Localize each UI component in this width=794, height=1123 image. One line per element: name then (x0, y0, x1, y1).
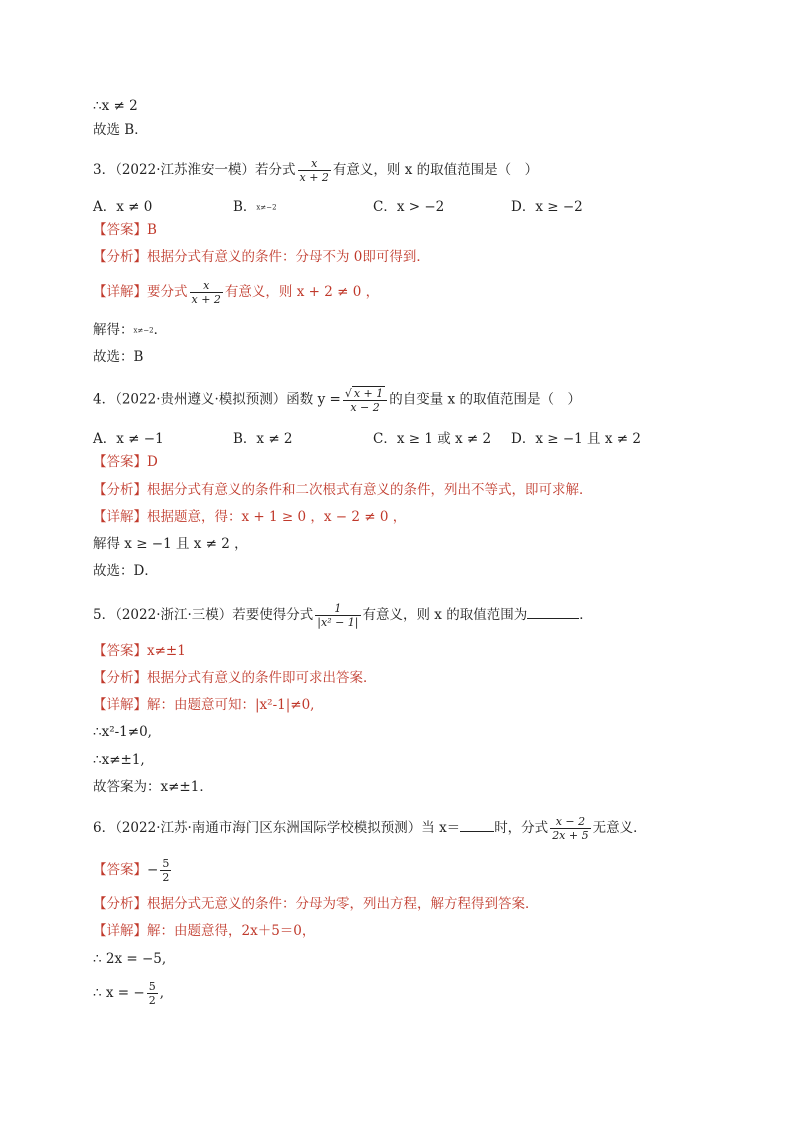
q3-stem (93, 157, 538, 184)
q4-detail-text: 根据题意，得：x + 1 ≥ 0 ，x − 2 ≠ 0 ， (147, 509, 407, 525)
answer-tag: 【答案】 (93, 454, 147, 470)
q4-detail (93, 508, 406, 526)
q3-stem-prefix: 3．（2022·江苏淮安一模）若分式 (93, 162, 296, 178)
q3-answer-value: B (147, 222, 157, 238)
q6-answer-blank[interactable] (460, 817, 494, 832)
q5-frac-num: 1 (334, 602, 342, 615)
q4-stem (93, 386, 581, 414)
detail-tag: 【详解】 (93, 284, 147, 300)
q5-step-1: ∴x²-1≠0, (93, 724, 152, 740)
q6-frac-den: 2x + 5 (552, 829, 589, 842)
q3-option-c: C．x > −2 (373, 199, 445, 215)
q3-solve-value: x≠−2 (133, 326, 154, 335)
q4-option-a: A．x ≠ −1 (93, 431, 164, 447)
q5-analysis-text: 根据分式有意义的条件即可求出答案． (147, 670, 377, 686)
q3-solve (93, 321, 167, 340)
q6-answer-den: 2 (162, 871, 170, 884)
answer-tag: 【答案】 (93, 643, 147, 659)
q4-option-c: C．x ≥ 1 或 x ≠ 2 (373, 431, 492, 447)
q6-frac-num: x − 2 (555, 815, 586, 828)
q5-fraction (315, 602, 360, 629)
q3-solve-prefix: 解得： (93, 322, 134, 338)
detail-tag: 【详解】 (93, 697, 147, 713)
q4-frac-num: x + 1 (353, 387, 384, 400)
q3-detail-frac-den: x + 2 (191, 293, 221, 306)
q5-detail-text: 解：由题意可知：|x²-1|≠0, (147, 697, 315, 713)
q3-option-b (233, 195, 277, 215)
q3-detail-fraction (190, 279, 223, 306)
q5-answer (93, 642, 186, 660)
q6-analysis-text: 根据分式无意义的条件：分母为零，列出方程，解方程得到答案． (147, 896, 539, 912)
q3-answer (93, 221, 157, 239)
q4-stem-suffix: 的自变量 x 的取值范围是（ ） (389, 391, 581, 408)
q4-analysis (93, 481, 593, 499)
q4-analysis-text: 根据分式有意义的条件和二次根式有意义的条件，列出不等式，即可求解． (147, 482, 593, 498)
q3-analysis (93, 248, 430, 266)
q4-choose: 故选：D． (93, 563, 158, 579)
q3-detail (93, 279, 379, 306)
q3-option-b-value: x≠−2 (256, 203, 277, 212)
q6-step-2-den: 2 (148, 994, 156, 1007)
q4-answer-value: D (147, 454, 158, 470)
q5-frac-den: |x² − 1| (317, 616, 359, 629)
answer-tag: 【答案】 (93, 862, 147, 878)
q6-stem-suffix: 无意义． (592, 820, 647, 836)
q6-step-1: ∴ 2x = −5, (93, 951, 167, 967)
q5-stem-suffix: 有意义，则 x 的取值范围为 (362, 607, 528, 623)
detail-tag: 【详解】 (93, 923, 147, 939)
q6-step-2-num: 5 (148, 980, 156, 993)
therefore-line: ∴x ≠ 2 (93, 98, 138, 114)
analysis-tag: 【分析】 (93, 249, 147, 265)
q6-detail (93, 922, 315, 940)
q5-detail (93, 696, 314, 714)
q6-step-2-suffix: , (159, 985, 164, 1001)
q6-analysis (93, 895, 539, 913)
q4-option-d: D．x ≥ −1 且 x ≠ 2 (511, 431, 641, 447)
q6-step-2 (93, 980, 164, 1007)
q3-solve-suffix: ． (153, 322, 168, 338)
q5-answer-value: x≠±1 (147, 643, 186, 659)
q3-detail-suffix: 有意义，则 x + 2 ≠ 0 ， (224, 284, 380, 300)
q6-fraction (550, 815, 590, 842)
q3-fraction (298, 157, 331, 184)
q5-analysis (93, 669, 377, 687)
analysis-tag: 【分析】 (93, 482, 147, 498)
q3-detail-prefix: 要分式 (147, 284, 188, 300)
q3-option-a: A．x ≠ 0 (93, 199, 153, 215)
q3-option-b-label: B． (233, 199, 257, 215)
q4-solve: 解得 x ≥ −1 且 x ≠ 2 ， (93, 536, 248, 552)
detail-tag: 【详解】 (93, 509, 147, 525)
q3-frac-den: x + 2 (299, 171, 329, 184)
q6-stem-prefix: 6．（2022·江苏·南通市海门区东洲国际学校模拟预测）当 x＝ (93, 820, 461, 836)
q3-analysis-text: 根据分式有意义的条件：分母不为 0即可得到． (147, 249, 430, 265)
q5-stem-end: ． (579, 607, 593, 623)
q6-step-2-prefix: ∴ x = − (93, 985, 145, 1001)
q5-answer-blank[interactable] (527, 604, 579, 619)
q5-step-2: ∴x≠±1, (93, 752, 145, 768)
q6-answer-fraction (160, 857, 171, 884)
q3-frac-num: x (311, 157, 318, 170)
q6-answer-sign: − (147, 862, 159, 878)
q3-option-d: D．x ≥ −2 (511, 199, 583, 215)
choose-line: 故选 B． (93, 122, 148, 138)
q4-answer (93, 453, 158, 471)
q5-stem-prefix: 5．（2022·浙江·三模）若要使得分式 (93, 607, 314, 623)
analysis-tag: 【分析】 (93, 670, 147, 686)
answer-tag: 【答案】 (93, 222, 147, 238)
q3-choose: 故选：B (93, 349, 144, 365)
q4-stem-prefix: 4．（2022·贵州遵义·模拟预测）函数 y = (93, 391, 341, 408)
q6-answer-num: 5 (162, 857, 170, 870)
q5-final: 故答案为：x≠±1． (93, 779, 213, 795)
q6-step-2-fraction (147, 980, 158, 1007)
q4-frac-den: x − 2 (343, 400, 387, 414)
q4-fraction (343, 386, 387, 414)
q6-answer (93, 857, 173, 884)
q3-stem-suffix: 有意义，则 x 的取值范围是（ ） (332, 162, 539, 178)
q6-detail-text: 解：由题意得，2x＋5＝0， (147, 923, 316, 939)
q5-stem (93, 602, 593, 629)
q3-detail-frac-num: x (203, 279, 210, 292)
q6-stem-mid: 时，分式 (494, 820, 549, 836)
q4-frac-num-wrap: √ x + 1 (344, 387, 384, 400)
q6-stem (93, 815, 647, 842)
analysis-tag: 【分析】 (93, 896, 147, 912)
q4-option-b: B．x ≠ 2 (233, 431, 293, 447)
